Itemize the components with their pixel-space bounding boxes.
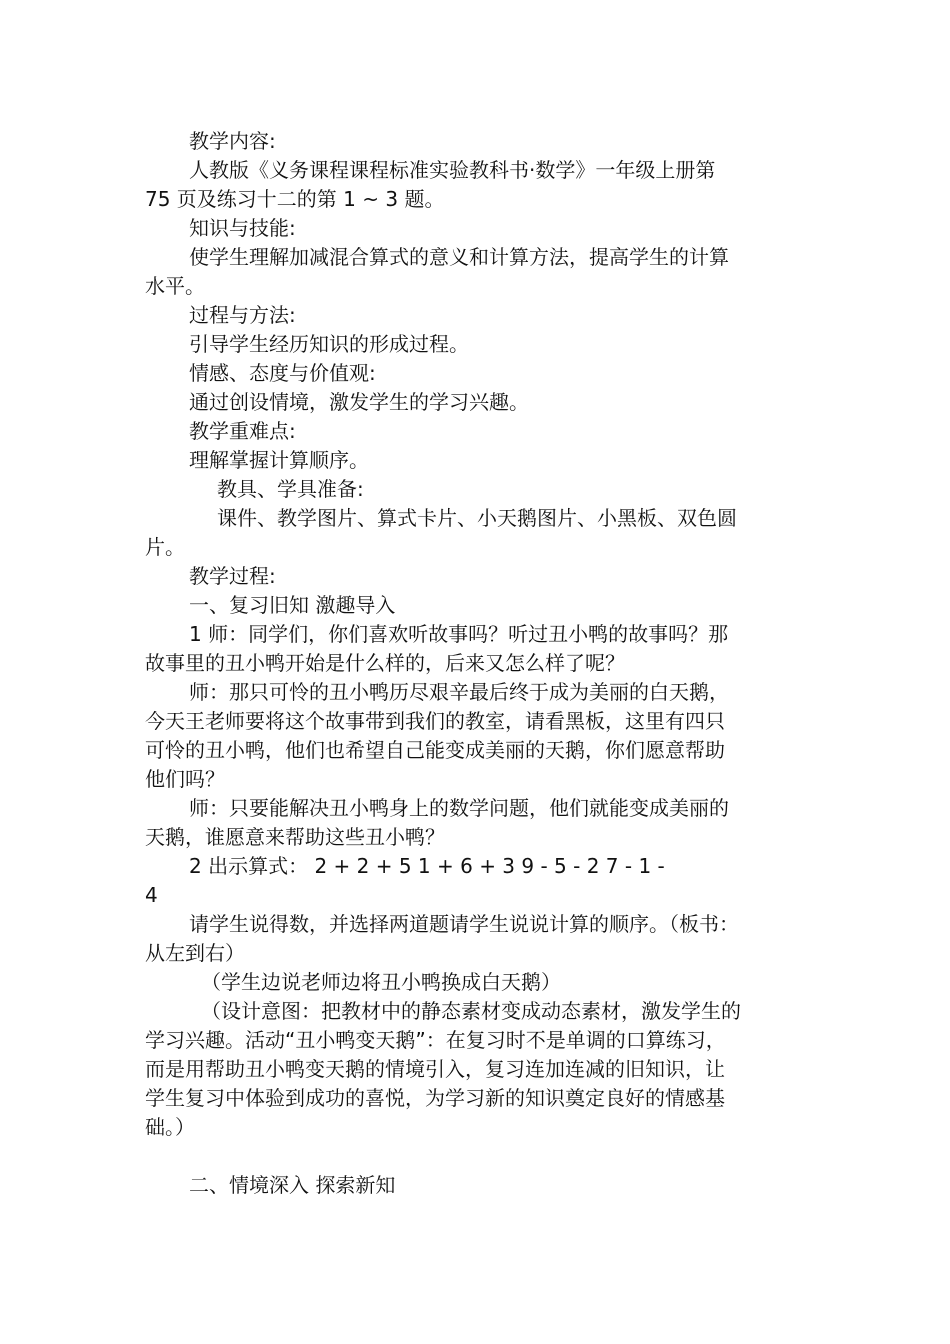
paragraph-line-formulas: 2 出示算式： 2 + 2 + 5 1 + 6 + 3 9 - 5 - 2 7 - 1 - (189, 854, 665, 878)
paragraph-line: 从左到右） (145, 941, 245, 965)
paragraph-line: 学习兴趣。活动“丑小鸭变天鹅”：在复习时不是单调的口算练习， (145, 1028, 726, 1052)
blank-line (145, 1142, 805, 1171)
section-heading-explore: 二、情境深入 探索新知 (189, 1173, 396, 1197)
paragraph-line: 而是用帮助丑小鸭变天鹅的情境引入，复习连加连减的旧知识，让 (145, 1057, 725, 1081)
paragraph-line: （学生边说老师边将丑小鸭换成白天鹅） (201, 970, 561, 994)
paragraph-line: 4 (145, 883, 158, 907)
paragraph-line: 今天王老师要将这个故事带到我们的教室，请看黑板，这里有四只 (145, 709, 725, 733)
paragraph-line: 础。） (145, 1115, 195, 1139)
section-heading-review: 一、复习旧知 激趣导入 (189, 593, 396, 617)
heading-teaching-aids: 教具、学具准备: (217, 477, 364, 501)
paragraph-line: 75 页及练习十二的第 1 ~ 3 题。 (145, 187, 445, 211)
heading-knowledge-skills: 知识与技能: (189, 216, 296, 240)
heading-emotion-attitude: 情感、态度与价值观: (189, 361, 376, 385)
paragraph-line: 水平。 (145, 274, 205, 298)
paragraph-line: 课件、教学图片、算式卡片、小天鹅图片、小黑板、双色圆 (217, 506, 737, 530)
paragraph-line: 师：那只可怜的丑小鸭历尽艰辛最后终于成为美丽的白天鹅， (189, 680, 729, 704)
paragraph-line: 可怜的丑小鸭，他们也希望自己能变成美丽的天鹅，你们愿意帮助 (145, 738, 725, 762)
paragraph-line: 片。 (145, 535, 185, 559)
paragraph-line: 师：只要能解决丑小鸭身上的数学问题，他们就能变成美丽的 (189, 796, 729, 820)
paragraph-line: 使学生理解加减混合算式的意义和计算方法，提高学生的计算 (189, 245, 729, 269)
paragraph-line: 人教版《义务课程课程标准实验教科书·数学》一年级上册第 (189, 158, 716, 182)
paragraph-line: 他们吗？ (145, 767, 225, 791)
document-body (145, 127, 805, 1200)
heading-key-points: 教学重难点: (189, 419, 296, 443)
heading-teaching-content: 教学内容: (189, 129, 276, 153)
heading-process-method: 过程与方法: (189, 303, 296, 327)
paragraph-line: 天鹅，谁愿意来帮助这些丑小鸭？ (145, 825, 445, 849)
paragraph-line: 请学生说得数，并选择两道题请学生说说计算的顺序。（板书： (189, 912, 739, 936)
heading-teaching-process: 教学过程: (189, 564, 276, 588)
paragraph-line: 学生复习中体验到成功的喜悦，为学习新的知识奠定良好的情感基 (145, 1086, 725, 1110)
paragraph-line: 1 师：同学们，你们喜欢听故事吗？听过丑小鸭的故事吗？那 (189, 622, 729, 646)
paragraph-line: 通过创设情境，激发学生的学习兴趣。 (189, 390, 529, 414)
paragraph-line: 故事里的丑小鸭开始是什么样的，后来又怎么样了呢？ (145, 651, 625, 675)
paragraph-line: 引导学生经历知识的形成过程。 (189, 332, 469, 356)
paragraph-line: （设计意图：把教材中的静态素材变成动态素材，激发学生的 (201, 999, 741, 1023)
paragraph-line: 理解掌握计算顺序。 (189, 448, 369, 472)
